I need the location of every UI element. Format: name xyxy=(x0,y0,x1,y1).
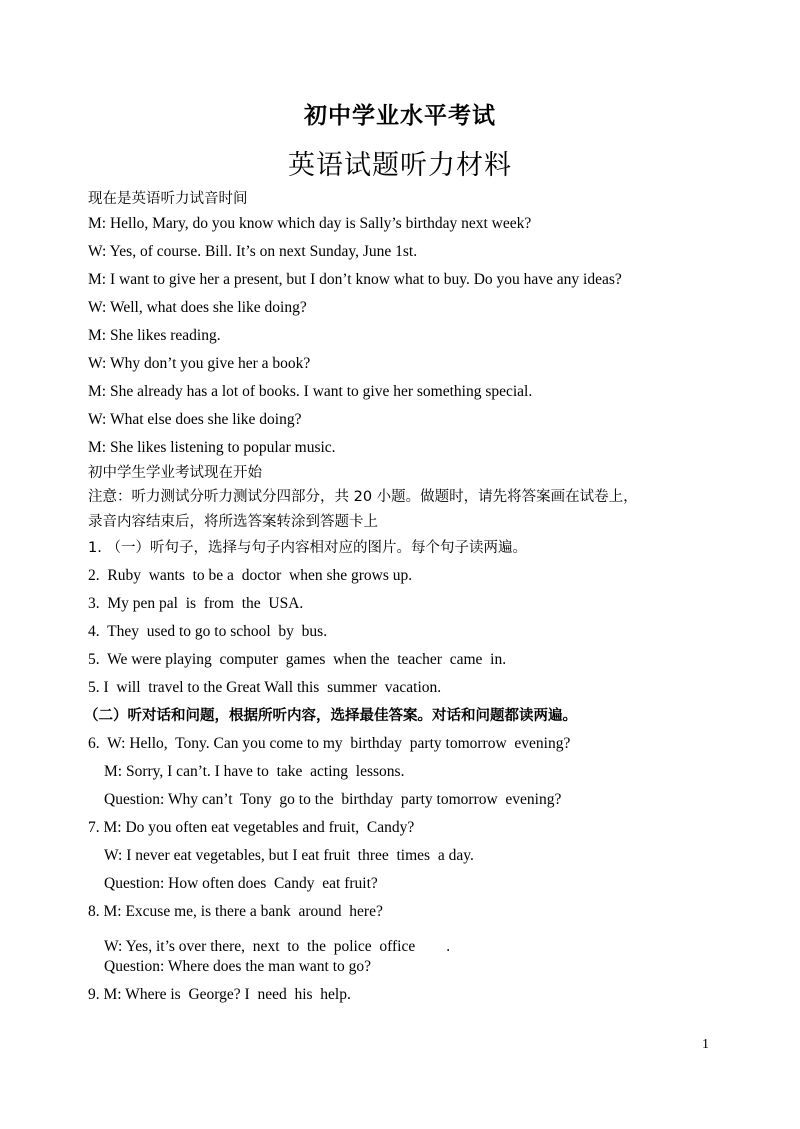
part1-heading: 1. （一）听句子，选择与句子内容相对应的图片。每个句子读两遍。 xyxy=(88,540,527,556)
question-line: M: Sorry, I can’t. I have to take acting lessons. xyxy=(104,763,405,780)
part1-item: 4. They used to go to school by bus. xyxy=(88,623,328,640)
part1-item: 5. We were playing computer games when the teacher came in. xyxy=(88,651,507,668)
part1-item: 5. I will travel to the Great Wall this summer vacation. xyxy=(88,679,442,696)
question-line: W: Yes, it’s over there, next to the police office . xyxy=(104,938,451,955)
dialogue-line: W: What else does she like doing? xyxy=(88,411,302,428)
question-line: Question: How often does Candy eat fruit? xyxy=(104,875,378,892)
question-line: 6. W: Hello, Tony. Can you come to my birthday party tomorrow evening? xyxy=(88,735,571,752)
question-line: Question: Where does the man want to go? xyxy=(104,958,372,975)
dialogue-line: M: Hello, Mary, do you know which day is Sally’s birthday next week? xyxy=(88,215,532,232)
dialogue-line: M: I want to give her a present, but I don’t know what to buy. Do you have any ideas? xyxy=(88,271,622,288)
part1-item: 2. Ruby wants to be a doctor when she grows up. xyxy=(88,567,413,584)
document-subtitle: 英语试题听力材料 xyxy=(288,150,512,181)
question-line: 8. M: Excuse me, is there a bank around here? xyxy=(88,903,383,920)
exam-start-text: 初中学生学业考试现在开始 xyxy=(88,465,262,481)
dialogue-line: M: She likes listening to popular music. xyxy=(88,439,336,456)
document-title: 初中学业水平考试 xyxy=(304,103,496,129)
question-line: 7. M: Do you often eat vegetables and fruit, Candy? xyxy=(88,819,415,836)
dialogue-line: M: She already has a lot of books. I want to give her something special. xyxy=(88,383,533,400)
dialogue-line: M: She likes reading. xyxy=(88,327,221,344)
notice-text: 录音内容结束后，将所选答案转涂到答题卡上 xyxy=(88,514,378,530)
question-line: Question: Why can’t Tony go to the birthday party tomorrow evening? xyxy=(104,791,562,808)
dialogue-line: W: Well, what does she like doing? xyxy=(88,299,307,316)
question-line: W: I never eat vegetables, but I eat fruit three times a day. xyxy=(104,847,474,864)
trial-heading: 现在是英语听力试音时间 xyxy=(88,191,248,207)
question-line: 9. M: Where is George? I need his help. xyxy=(88,986,351,1003)
part1-item: 3. My pen pal is from the USA. xyxy=(88,595,304,612)
notice-text: 注意：听力测试分听力测试分四部分，共 20 小题。做题时，请先将答案画在试卷上， xyxy=(88,489,638,505)
dialogue-line: W: Yes, of course. Bill. It’s on next Sunday, June 1st. xyxy=(88,243,418,260)
dialogue-line: W: Why don’t you give her a book? xyxy=(88,355,311,372)
part2-heading: （二）听对话和问题，根据所听内容，选择最佳答案。对话和问题都读两遍。 xyxy=(84,708,577,724)
page-number: 1 xyxy=(702,1037,709,1052)
